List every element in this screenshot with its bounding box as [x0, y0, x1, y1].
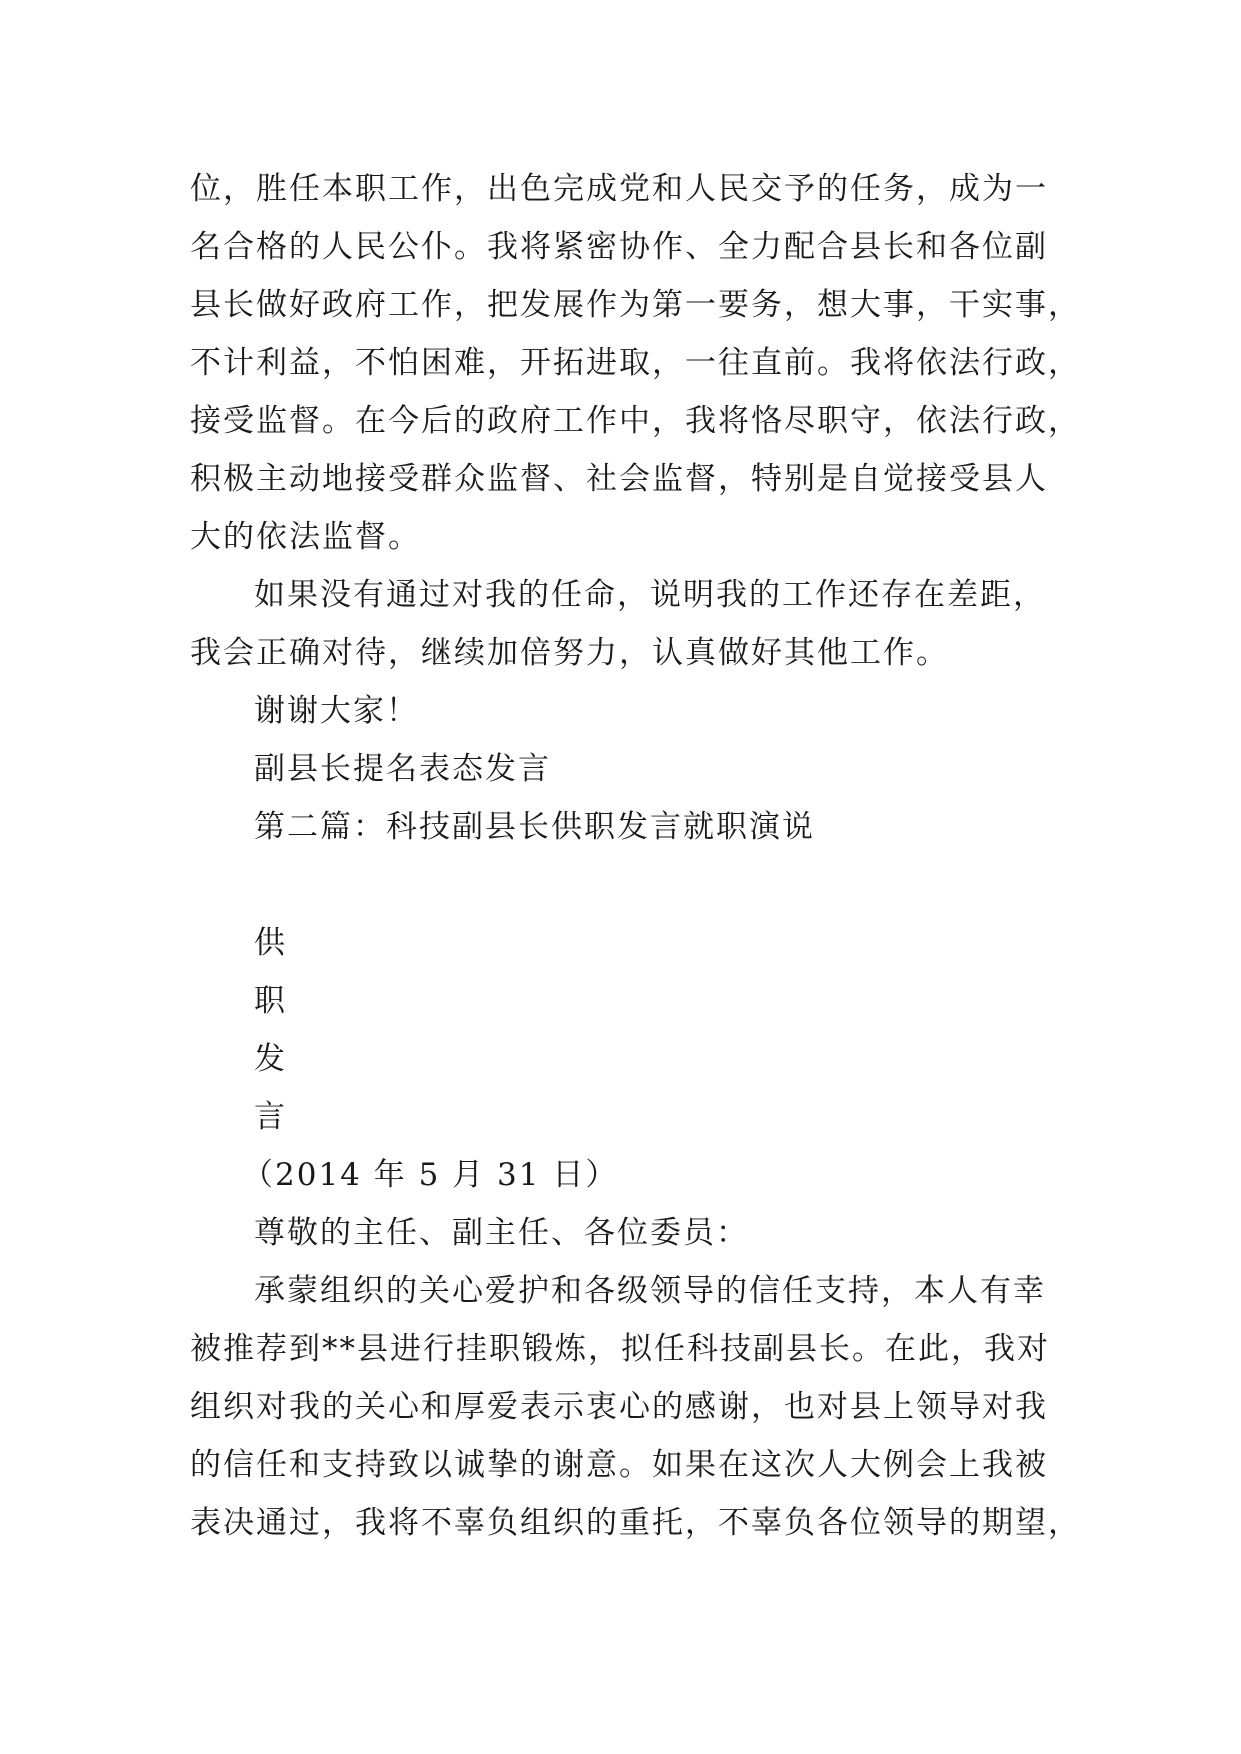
text-line: 的信任和支持致以诚挚的谢意。如果在这次人大例会上我被 — [190, 1447, 1048, 1483]
vertical-title-char: 发 — [254, 1041, 287, 1077]
speech-date: （2014 年 5 月 31 日） — [242, 1157, 619, 1193]
vertical-title-char: 言 — [254, 1099, 287, 1135]
document-body — [190, 160, 1081, 1552]
paragraph-1 — [190, 160, 1081, 566]
vertical-title-char: 职 — [254, 983, 287, 1019]
text-line: 表决通过，我将不辜负组织的重托，不辜负各位领导的期望， — [190, 1505, 1081, 1541]
paragraph-2 — [190, 566, 1070, 682]
text-line: 如果没有通过对我的任命，说明我的工作还存在差距， — [254, 577, 1046, 613]
text-line: 大的依法监督。 — [190, 519, 421, 555]
text-line: 被推荐到**县进行挂职锻炼，拟任科技副县长。在此，我对 — [190, 1331, 1050, 1367]
blank-line — [190, 856, 1070, 914]
text-line: 不计利益，不怕困难，开拓进取，一往直前。我将依法行政， — [190, 345, 1081, 381]
subtitle: 副县长提名表态发言 — [254, 751, 551, 787]
text-line: 组织对我的关心和厚爱表示衷心的感谢，也对县上领导对我 — [190, 1389, 1048, 1425]
salutation: 尊敬的主任、副主任、各位委员： — [254, 1215, 749, 1251]
text-line: 县长做好政府工作，把发展作为第一要务，想大事，干实事， — [190, 287, 1081, 323]
vertical-title-char: 供 — [254, 925, 287, 961]
text-line: 我会正确对待，继续加倍努力，认真做好其他工作。 — [190, 635, 949, 671]
chapter-title: 第二篇：科技副县长供职发言就职演说 — [254, 809, 815, 845]
text-line: 承蒙组织的关心爱护和各级领导的信任支持，本人有幸 — [254, 1273, 1046, 1309]
thanks-line: 谢谢大家！ — [254, 693, 419, 729]
text-line: 积极主动地接受群众监督、社会监督，特别是自觉接受县人 — [190, 461, 1048, 497]
text-line: 接受监督。在今后的政府工作中，我将恪尽职守，依法行政， — [190, 403, 1081, 439]
vertical-title — [190, 914, 1070, 1146]
text-line: 名合格的人民公仆。我将紧密协作、全力配合县长和各位副 — [190, 229, 1048, 265]
text-line: 位，胜任本职工作，出色完成党和人民交予的任务，成为一 — [190, 171, 1048, 207]
paragraph-3 — [190, 1262, 1081, 1552]
